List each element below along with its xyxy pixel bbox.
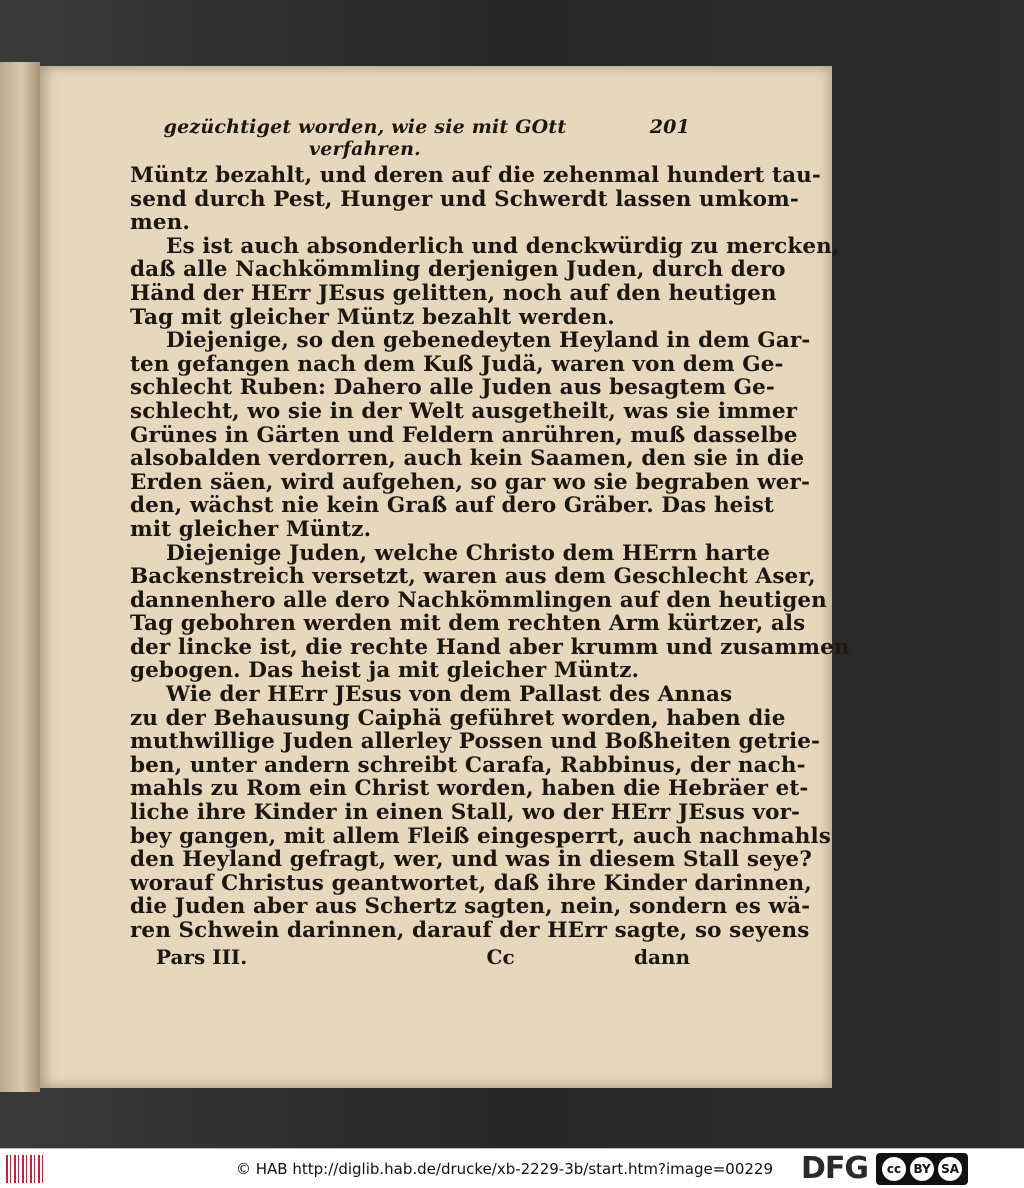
text-line: daß alle Nachkömmling derjenigen Juden, durch dero — [130, 257, 786, 283]
running-head — [130, 116, 690, 160]
text-line: schlecht Ruben: Dahero alle Juden aus besagtem Ge- — [130, 375, 775, 401]
sa-icon: SA — [938, 1157, 962, 1181]
viewer-footer-bar — [0, 1148, 1024, 1188]
text-line: gebogen. Das heist ja mit gleicher Müntz. — [130, 658, 640, 684]
by-icon: BY — [910, 1157, 934, 1181]
text-line: schlecht, wo sie in der Welt ausgetheilt, was sie immer — [130, 398, 798, 424]
dfg-logo: DFG — [801, 1151, 869, 1186]
page-text-block — [130, 116, 850, 969]
text-line: ten gefangen nach dem Kuß Judä, waren von dem Ge- — [130, 351, 784, 377]
text-line: Diejenige Juden, welche Christo dem HErrn harte — [166, 540, 771, 566]
text-line: Diejenige, so den gebenedeyten Heyland in dem Gar- — [166, 328, 811, 354]
text-line: bey gangen, mit allem Fleiß eingesperrt, auch nachmahls — [130, 823, 831, 849]
text-line: Backenstreich versetzt, waren aus dem Geschlecht Aser, — [130, 564, 816, 590]
cc-icon: cc — [882, 1157, 906, 1181]
running-title: gezüchtiget worden, wie sie mit GOtt verfahren. — [163, 116, 567, 160]
text-line: send durch Pest, Hunger und Schwerdt lassen umkom- — [130, 186, 799, 212]
text-line: liche ihre Kinder in einen Stall, wo der HErr JEsus vor- — [130, 800, 801, 826]
cc-license-badge[interactable] — [876, 1153, 968, 1185]
body-text — [130, 163, 850, 943]
text-line: Tag mit gleicher Müntz bezahlt werden. — [130, 304, 615, 330]
text-line: ben, unter andern schreibt Carafa, Rabbinus, der nach- — [130, 752, 806, 778]
text-line: men. — [130, 210, 190, 236]
book-page — [40, 66, 850, 1088]
text-line: Händ der HErr JEsus gelitten, noch auf den heutigen — [130, 280, 777, 306]
text-line: Müntz bezahlt, und deren auf die zehenmal hundert tau- — [130, 163, 821, 188]
catchword: dann — [633, 944, 690, 969]
text-line: den, wächst nie kein Graß auf dero Gräber. Das heist — [130, 493, 774, 519]
text-line: dannenhero alle dero Nachkömmlingen auf den heutigen — [130, 587, 827, 613]
page-number: 201 — [649, 116, 690, 138]
text-line: mahls zu Rom ein Christ worden, haben die Hebräer et- — [130, 776, 809, 802]
text-line: Grünes in Gärten und Feldern anrühren, muß dasselbe — [130, 422, 798, 448]
previous-page-edge — [0, 62, 40, 1092]
text-line: muthwillige Juden allerley Possen und Boßheiten getrie- — [130, 729, 821, 755]
text-line: worauf Christus geantwortet, daß ihre Kinder darinnen, — [130, 870, 812, 896]
page-footer — [130, 945, 690, 969]
text-line: die Juden aber aus Schertz sagten, nein, sondern es wä- — [130, 894, 811, 920]
text-line: den Heyland gefragt, wer, und was in diesem Stall seye? — [130, 847, 812, 873]
text-line: zu der Behausung Caiphä geführet worden, haben die — [130, 705, 786, 731]
volume-label: Pars III. — [156, 944, 248, 969]
text-line: der lincke ist, die rechte Hand aber krumm und zusammen — [130, 634, 850, 660]
text-line: Erden säen, wird aufgehen, so gar wo sie begraben wer- — [130, 469, 810, 495]
text-line: Tag gebohren werden mit dem rechten Arm kürtzer, als — [130, 611, 806, 637]
barcode-icon — [6, 1155, 46, 1183]
text-line: alsobalden verdorren, auch kein Saamen, den sie in die — [130, 446, 805, 472]
text-line: Es ist auch absonderlich und denckwürdig zu mercken, — [166, 233, 840, 259]
text-line: Wie der HErr JEsus von dem Pallast des Annas — [166, 682, 733, 708]
copyright-link[interactable]: © HAB http://diglib.hab.de/drucke/xb-2229-3b/start.htm?image=00229 — [236, 1159, 774, 1178]
text-line: mit gleicher Müntz. — [130, 516, 372, 542]
text-line: ren Schwein darinnen, darauf der HErr sagte, so seyens — [130, 918, 810, 943]
signature-mark: Cc — [486, 944, 515, 969]
